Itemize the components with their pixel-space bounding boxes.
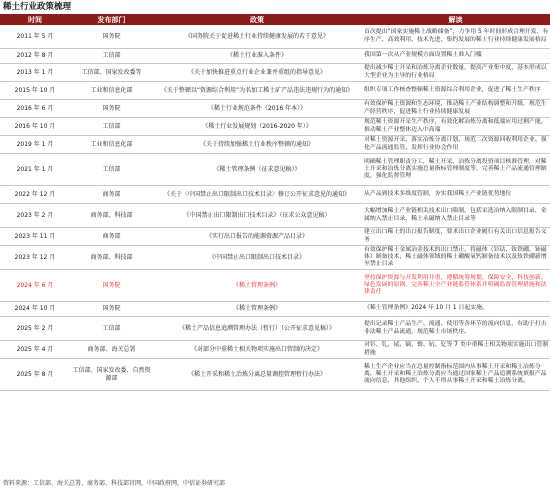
row-policy: 《关于持续加强稀土行业秩序整顿的通知》	[153, 136, 361, 154]
row-dept: 工业和信息化部	[70, 136, 153, 154]
row-note: 组织专项工作核查整顿稀土资源综合利用企业，促进了稀土生产秩序	[361, 82, 550, 100]
header-time: 时间	[0, 14, 70, 25]
row-note: 对稀土资源开采、落实冶炼分离计划、规范二次资源回收利用企业、强化产品流通监管，发挥行业协会作用	[361, 136, 550, 154]
row-time: 2025 年 8 月	[0, 359, 70, 391]
table-row	[0, 100, 550, 118]
row-time: 2019 年 1 月	[0, 136, 70, 154]
row-dept: 商务部、科技部	[70, 204, 153, 228]
row-policy: 《稀土开采和稀土冶炼分离总量调控管理暂行办法》	[153, 359, 361, 391]
table-row	[0, 317, 550, 341]
row-dept: 国务院	[70, 302, 153, 317]
row-policy: 《关于〈中国禁止出口限制出口技术目录〉修订公开征求意见的通知》	[153, 186, 361, 204]
table-row	[0, 228, 550, 246]
header-policy: 政策	[153, 14, 361, 25]
row-time: 2023 年 12 月	[0, 246, 70, 270]
header-dept: 发布部门	[70, 14, 153, 25]
row-time: 2023 年 2 月	[0, 204, 70, 228]
row-policy: 《中国禁止出口限制出口技术目录》（征求公众意见稿）	[153, 204, 361, 228]
row-policy: 《稀土管理条例（征求意见稿）》	[153, 154, 361, 186]
row-time: 2013 年 1 月	[0, 64, 70, 82]
row-time: 2024 年 10 月	[0, 302, 70, 317]
row-note: 明确稀土管理职责分工，稀土开采、冶炼分离投资项目核准管理，对稀土开采和冶炼分离实施总量指标管理制度等，完善稀土产品流通管理制度，强化监督管理	[361, 154, 550, 186]
row-note: 我国第一次从产业规模方面设置稀土准入门槛	[361, 49, 550, 64]
table-row	[0, 64, 550, 82]
row-time: 2025 年 4 月	[0, 341, 70, 359]
table-header	[0, 14, 550, 25]
row-note: 从产品到技术多维度管制，夯实我国稀土产业链优势地位	[361, 186, 550, 204]
row-note: 坚持保护资源与开发利用并重，遵循统筹规划、保障安全、科技创新、绿色发展的原则，完善稀土全产业链监管体系并明确监督管理措施和法律责任	[361, 270, 550, 302]
row-note: 稀土生产企业应当在总量控制指标范围内从事稀土开采和稀土冶炼分离，稀土开采和稀土冶炼分离应当通过国家稀土产品追溯系统填报产品流向信息，其他组织、个人不得从事稀土开采和稀土冶炼分离。	[361, 359, 550, 391]
table-row	[0, 82, 550, 100]
row-policy: 《国务院关于促进稀土行业持续健康发展的若干意见》	[153, 25, 361, 49]
row-note: 有效保护稀土金属冶金技术的出口禁止，将磁体（钐钴、钕铁硼、铈磁体）制备技术，稀土磁体领域的稀土硼酸氧钙制备技术以及钕铁硼新增至禁止目录	[361, 246, 550, 270]
table-row	[0, 25, 550, 49]
table-row	[0, 302, 550, 317]
table-row	[0, 118, 550, 136]
row-policy: 《稀土行业准入条件》	[153, 49, 361, 64]
row-policy: 《稀土行业发展规划（2016-2020 年）》	[153, 118, 361, 136]
row-note: 对钐、钆、铽、镝、镥、钪、钇等 7 类中重稀土相关物项实施出口管制措施	[361, 341, 550, 359]
row-dept: 工信部	[70, 317, 153, 341]
row-dept: 商务部	[70, 186, 153, 204]
row-time: 2015 年 10 月	[0, 82, 70, 100]
row-time: 2022 年 12 月	[0, 186, 70, 204]
row-dept: 工业和信息化部	[70, 82, 153, 100]
table-row	[0, 341, 550, 359]
row-note: 提出记录稀土产品生产、流通、使用等各环节的流向信息，有助于打击非法稀土产品流通，规范稀土市场秩序。	[361, 317, 550, 341]
row-note: 首次提出“国家实施稀土战略储备”，力争用 5 年时间形成合理开发、有序生产、高效利用、技术先进、集约发展的稀土行业持续健康发展格局	[361, 25, 550, 49]
table-row	[0, 186, 550, 204]
row-policy: 《中国禁止出口限制出口技术目录》	[153, 246, 361, 270]
row-policy: 《实行出口报告的能源资源产品目录》	[153, 228, 361, 246]
row-dept: 商务部、海关总署	[70, 341, 153, 359]
row-policy: 《稀土行业规范条件（2016 年本）》	[153, 100, 361, 118]
row-time: 2016 年 10 月	[0, 118, 70, 136]
row-time: 2011 年 5 月	[0, 25, 70, 49]
row-dept: 工信部、国家发改委、自然资源部	[70, 359, 153, 391]
row-dept: 工信部	[70, 49, 153, 64]
table-row	[0, 359, 550, 391]
source-note: 资料来源：工信部、海关总署、商务部、科技部官网，中国政府网，中信证券研究部	[3, 480, 226, 487]
row-policy: 《关于整顿以“资源综合利用”为名加工稀土矿产品违法违规行为的通知》	[153, 82, 361, 100]
row-dept: 商务部、科技部	[70, 246, 153, 270]
row-note: 有效保护稀土资源和生态环境，推动稀土产业结构调整和升级，规范生产经营秩序，促进稀土行业持续健康发展	[361, 100, 550, 118]
row-policy: 《对部分中重稀土相关物项实施出口管制的决定》	[153, 341, 361, 359]
table-caption: 稀土行业政策梳理	[3, 2, 72, 12]
row-note: 提出减少稀土开采和冶炼分离企业数量，提高产业集中度，基本形成以大型企业为主导的行业格局	[361, 64, 550, 82]
row-dept: 工信部、国家发改委等	[70, 64, 153, 82]
row-time: 2012 年 8 月	[0, 49, 70, 64]
row-time: 2023 年 11 月	[0, 228, 70, 246]
table-row	[0, 154, 550, 186]
row-policy: 《关于加快推进重点行业企业兼并重组的指导意见》	[153, 64, 361, 82]
row-time: 2024 年 6 月	[0, 270, 70, 302]
table-row	[0, 246, 550, 270]
table-body	[0, 25, 550, 391]
row-note: 大幅增加稀土产业链相关技术出口限制，包括采选冶纳入限制目录，金属纳入禁止目录，稀土永磁纳入禁止目录等	[361, 204, 550, 228]
row-policy: 《稀土管理条例》	[153, 302, 361, 317]
table-row	[0, 270, 550, 302]
row-policy: 《稀土产品信息追溯管理办法（暂行）（公开征求意见稿）》	[153, 317, 361, 341]
table-row	[0, 204, 550, 228]
row-policy: 《稀土管理条例》	[153, 270, 361, 302]
row-time: 2025 年 2 月	[0, 317, 70, 341]
table-row	[0, 136, 550, 154]
row-dept: 工信部	[70, 118, 153, 136]
row-time: 2021 年 1 月	[0, 154, 70, 186]
row-dept: 商务部	[70, 228, 153, 246]
header-note: 解读	[361, 14, 550, 25]
policy-table	[0, 14, 550, 391]
table-row	[0, 49, 550, 64]
row-note: 《稀土管理条例》2024 年 10 月 1 日起实施。	[361, 302, 550, 317]
row-dept: 国务院	[70, 25, 153, 49]
row-time: 2016 年 6 月	[0, 100, 70, 118]
row-dept: 国务院	[70, 270, 153, 302]
row-note: 规范稀土资源开采生产秩序，有效化解冶炼分离和低端应用过剩产能，推动稀土产业整体迈入中高端	[361, 118, 550, 136]
header-row	[0, 14, 550, 25]
row-note: 建立出口稀土的出口报告制度，要求出口企业履行有关出口信息报告义务	[361, 228, 550, 246]
row-dept: 工信部	[70, 154, 153, 186]
row-dept: 国务院	[70, 100, 153, 118]
